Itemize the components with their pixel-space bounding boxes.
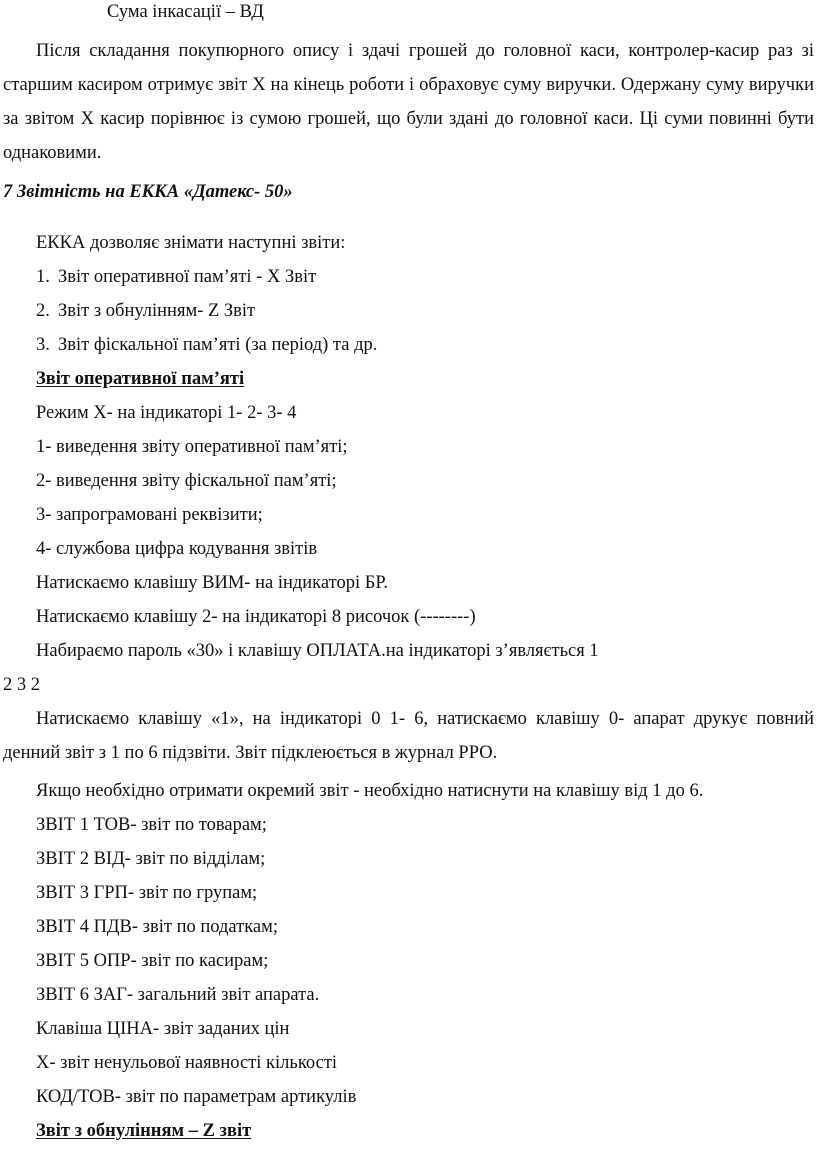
code-line: 2 3 2 [3, 675, 40, 695]
top-line: Сума інкасації – ВД [107, 2, 264, 22]
subheading-z-report: Звіт з обнулінням – Z звіт [36, 1121, 252, 1141]
text-line: ЗВІТ 5 ОПР- звіт по касирам; [36, 951, 269, 971]
text-line: Якщо необхідно отримати окремий звіт - необхідно натиснути на клавішу від 1 до 6. [36, 781, 704, 801]
list-item [36, 268, 316, 287]
text-line: 2- виведення звіту фіскальної пам’яті; [36, 471, 337, 491]
intro-line: ЕККА дозволяє знімати наступні звіти: [36, 233, 346, 253]
list-item-text: Звіт з обнулінням- Z Звіт [58, 301, 256, 321]
list-item-text: Звіт оперативної пам’яті - Х Звіт [58, 267, 317, 287]
text-line: ЗВІТ 4 ПДВ- звіт по податкам; [36, 917, 278, 937]
text-line: Набираємо пароль «30» і клавішу ОПЛАТА.на індикаторі з’являється 1 [36, 641, 599, 661]
paragraph-2 [3, 702, 814, 770]
text-line: ЗВІТ 6 ЗАГ- загальний звіт апарата. [36, 985, 320, 1005]
text-line: Натискаємо клавішу ВИМ- на індикаторі БР. [36, 573, 388, 593]
text-line: Клавіша ЦІНА- звіт заданих цін [36, 1019, 290, 1039]
text-line: Х- звіт ненульової наявності кількості [36, 1053, 338, 1073]
subheading-operative-memory: Звіт оперативної пам’яті [36, 369, 245, 389]
list-item-number: 2. [36, 301, 50, 321]
text-line: 3- запрограмовані реквізити; [36, 505, 263, 525]
list-item-number: 3. [36, 335, 50, 355]
text-line: ЗВІТ 3 ГРП- звіт по групам; [36, 883, 258, 903]
paragraph-2-text: Натискаємо клавішу «1», на індикаторі 0 1- 6, натискаємо клавішу 0- апарат друкує повний денний звіт з 1 по 6 підзвіти. Звіт підклеюється в журнал РРО. [3, 709, 814, 763]
text-line: Режим Х- на індикаторі 1- 2- 3- 4 [36, 403, 297, 423]
list-item [36, 302, 255, 321]
text-line: 4- службова цифра кодування звітів [36, 539, 318, 559]
section-heading-7: 7 Звітність на ЕККА «Датекс- 50» [3, 182, 293, 202]
text-line: КОД/ТОВ- звіт по параметрам артикулів [36, 1087, 357, 1107]
text-line: Натискаємо клавішу 2- на індикаторі 8 рисочок (--------) [36, 607, 476, 627]
text-line: ЗВІТ 2 ВІД- звіт по відділам; [36, 849, 266, 869]
text-line: ЗВІТ 1 ТОВ- звіт по товарам; [36, 815, 267, 835]
paragraph-1-text: Після складання покупюрного опису і здачі грошей до головної каси, контролер-касир раз зі старшим касиром отримує звіт Х на кінець роботи і обраховує суму виручки. Одержану суму виручки за звітом Х касир порівнює із сумою грошей, що були здані до головної каси. Ці суми повинні бути однаковими. [3, 41, 814, 163]
text-line: 1- виведення звіту оперативної пам’яті; [36, 437, 348, 457]
list-item-number: 1. [36, 267, 50, 287]
list-item [36, 336, 377, 355]
list-item-text: Звіт фіскальної пам’яті (за період) та др. [58, 335, 378, 355]
paragraph-1 [3, 34, 814, 170]
